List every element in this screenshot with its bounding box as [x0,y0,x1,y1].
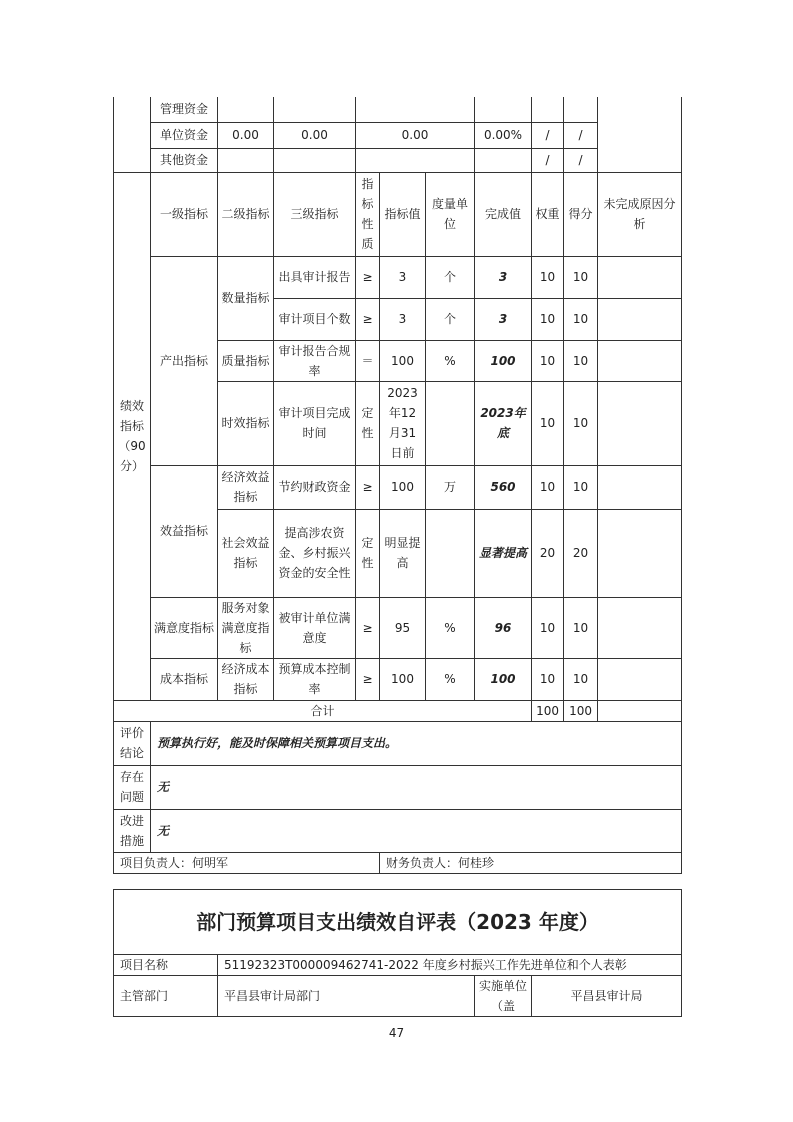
perf-label: 绩效指标（90分） [114,172,151,700]
level3-cell: 提高涉农资金、乡村振兴资金的安全性 [274,509,356,597]
cell: 10 [532,658,564,700]
cell [598,381,682,465]
cell [475,97,532,122]
cell [274,148,356,172]
impl-unit-label: 实施单位（盖 [475,976,532,1017]
cell: 10 [564,256,598,298]
cell: 3 [475,298,532,340]
cell: ≥ [356,597,380,658]
level2-cell: 社会效益指标 [218,509,274,597]
cell [218,148,274,172]
project-name-value: 51192323T000009462741-2022 年度乡村振兴工作先进单位和个人表彰 [218,955,682,976]
funding-row [114,148,682,172]
cell [356,148,475,172]
level3-cell: 预算成本控制率 [274,658,356,700]
project-lead: 项目负责人：何明军 [114,852,380,873]
cell: % [426,658,475,700]
finance-lead: 财务负责人：何桂珍 [380,852,682,873]
cell [598,597,682,658]
cell: 个 [426,298,475,340]
cell: 10 [532,340,564,381]
table-row [114,465,682,509]
cell: 2023年底 [475,381,532,465]
cell: 3 [380,298,426,340]
level2-cell: 经济成本指标 [218,658,274,700]
cell [598,256,682,298]
cell: 10 [564,381,598,465]
cell: / [564,122,598,148]
dept-label: 主管部门 [114,976,218,1017]
level2-cell: 时效指标 [218,381,274,465]
cell: 96 [475,597,532,658]
cell [598,298,682,340]
funding-label: 管理资金 [151,97,218,122]
cell: 2023年12月31日前 [380,381,426,465]
cell [598,700,682,721]
cell: 10 [532,597,564,658]
level2-cell: 经济效益指标 [218,465,274,509]
level3-cell: 被审计单位满意度 [274,597,356,658]
funding-row [114,122,682,148]
cell: 0.00 [356,122,475,148]
performance-table [113,97,682,874]
cell: 95 [380,597,426,658]
cell: 10 [532,465,564,509]
conclusion-text: 预算执行好，能及时保障相关预算项目支出。 [151,721,682,765]
improvements-text: 无 [151,809,682,852]
level3-cell: 审计项目完成时间 [274,381,356,465]
total-row [114,700,682,721]
header-row [114,172,682,256]
cell: 3 [380,256,426,298]
cell [598,465,682,509]
cell: 10 [532,381,564,465]
level1-cell: 产出指标 [151,256,218,465]
level3-cell: 审计项目个数 [274,298,356,340]
cell: ≥ [356,465,380,509]
cell: 560 [475,465,532,509]
cell: ≥ [356,256,380,298]
cell: 100 [380,340,426,381]
header-cell: 未完成原因分析 [598,172,682,256]
level3-cell: 出具审计报告 [274,256,356,298]
dept-value: 平昌县审计局部门 [218,976,475,1017]
cell: 10 [564,658,598,700]
improvements-row [114,809,682,852]
cell: 万 [426,465,475,509]
cell [532,97,564,122]
level1-cell: 效益指标 [151,465,218,597]
cell: 100 [475,340,532,381]
cell [426,381,475,465]
header-cell: 三级指标 [274,172,356,256]
level2-cell: 数量指标 [218,256,274,340]
cell [564,97,598,122]
cell: 20 [532,509,564,597]
level2-cell: 质量指标 [218,340,274,381]
project-name-label: 项目名称 [114,955,218,976]
cell: ≥ [356,298,380,340]
cell: 10 [532,256,564,298]
total-weight: 100 [532,700,564,721]
form-title: 部门预算项目支出绩效自评表（2023 年度） [114,890,682,955]
conclusion-label: 评价结论 [114,721,151,765]
header-cell: 得分 [564,172,598,256]
cell: 定性 [356,381,380,465]
funding-label: 单位资金 [151,122,218,148]
blank-cell [114,97,151,172]
level2-cell: 服务对象满意度指标 [218,597,274,658]
total-score: 100 [564,700,598,721]
cell [598,509,682,597]
level1-cell: 成本指标 [151,658,218,700]
cell [598,340,682,381]
cell: 个 [426,256,475,298]
blank-cell [598,97,682,172]
cell: 10 [564,465,598,509]
cell: 10 [564,597,598,658]
total-label: 合计 [114,700,532,721]
header-cell: 指标值 [380,172,426,256]
cell: 100 [475,658,532,700]
cell: 显著提高 [475,509,532,597]
cell: 0.00 [218,122,274,148]
level1-cell: 满意度指标 [151,597,218,658]
header-cell: 完成值 [475,172,532,256]
self-evaluation-form-header [113,889,682,1017]
cell: 明显提高 [380,509,426,597]
cell: % [426,597,475,658]
cell: 0.00 [274,122,356,148]
cell [598,658,682,700]
cell: / [564,148,598,172]
problems-label: 存在问题 [114,765,151,809]
cell [475,148,532,172]
header-cell: 指标性质 [356,172,380,256]
cell: / [532,148,564,172]
cell: 10 [564,298,598,340]
cell: / [532,122,564,148]
signature-row [114,852,682,873]
cell [274,97,356,122]
table-row [114,597,682,658]
table-row [114,256,682,298]
header-cell: 二级指标 [218,172,274,256]
problems-row [114,765,682,809]
page-number: 47 [388,1026,405,1040]
table-row [114,658,682,700]
cell: ＝ [356,340,380,381]
conclusion-row [114,721,682,765]
cell: 20 [564,509,598,597]
header-cell: 度量单位 [426,172,475,256]
level3-cell: 审计报告合规率 [274,340,356,381]
level3-cell: 节约财政资金 [274,465,356,509]
header-cell: 权重 [532,172,564,256]
impl-unit-value: 平昌县审计局 [532,976,682,1017]
cell: ≥ [356,658,380,700]
cell: 10 [532,298,564,340]
improvements-label: 改进措施 [114,809,151,852]
problems-text: 无 [151,765,682,809]
cell [356,97,475,122]
cell: 0.00% [475,122,532,148]
cell: 100 [380,658,426,700]
cell: 定性 [356,509,380,597]
funding-row [114,97,682,122]
cell [426,509,475,597]
cell: % [426,340,475,381]
cell [218,97,274,122]
header-cell: 一级指标 [151,172,218,256]
funding-label: 其他资金 [151,148,218,172]
cell: 10 [564,340,598,381]
cell: 100 [380,465,426,509]
cell: 3 [475,256,532,298]
